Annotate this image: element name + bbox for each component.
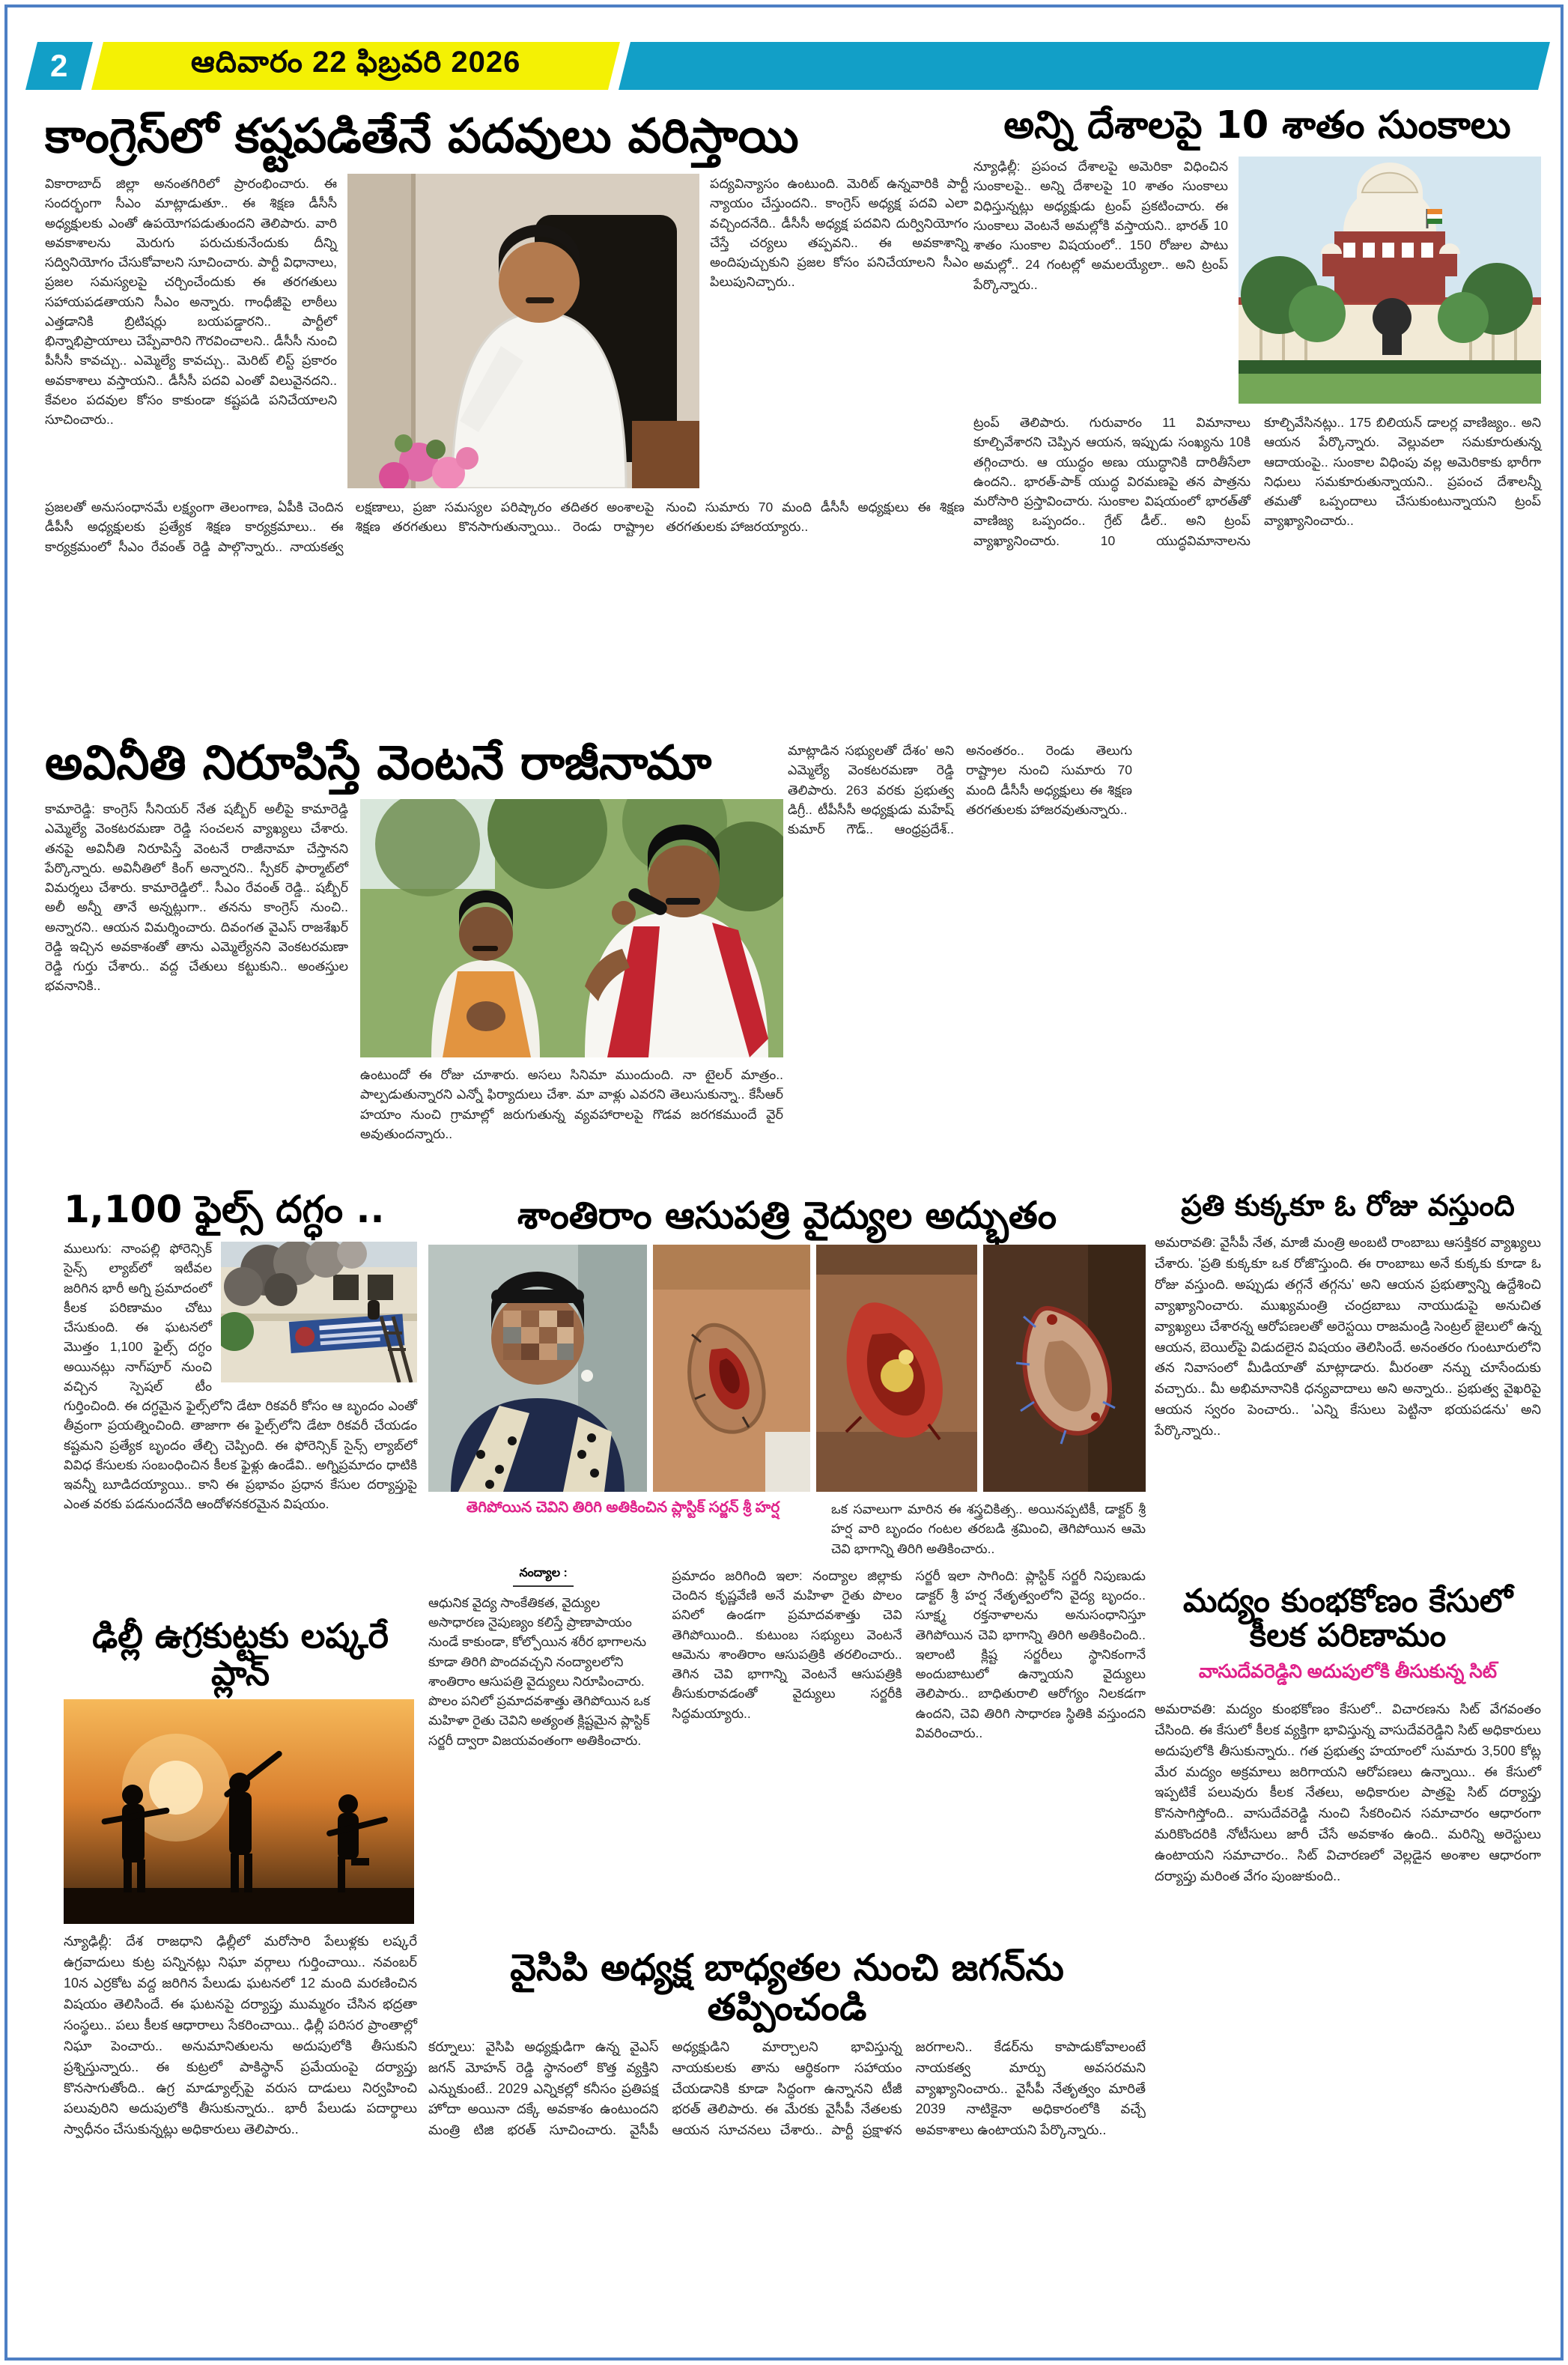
ycp-body: కర్నూలు: వైసిపి అధ్యక్షుడిగా ఉన్న వైఎస్ జగన్ మోహన్ రెడ్డి స్థానంలో కొత్త వ్యక్తిని ఎన్నుకుంటే.. 2029 ఎన్నికల్లో కనీసం ప్రతిపక్ష హోదా అయినా దక్కే అవకాశం ఉంటుందని మంత్రి టిజి భరత్ సూచించారు. వైసీపీ అధ్యక్షుడిని మార్చాలని భావిస్తున్న నాయకులకు తాను ఆర్థికంగా సహాయం చేయడానికి కూడా సిద్ధంగా ఉన్నానని టీజీ భరత్ తెలిపారు. ఈ మేరకు వైసీపీ నేతలకు ఆయన సూచనలు చేశారు.. పార్టీ ప్రక్షాళన జరగాలని.. కేడర్‌ను కాపాడుకోవాలంటే నాయకత్వ మార్పు అవసరమని వ్యాఖ్యానించారు.. వైసీపీ నేతృత్వం మారితే 2039 నాటికైనా అధికారంలోకి వచ్చే అవకాశాలు ఉంటాయని పేర్కొన్నారు.. bbox=[428, 2038, 1146, 2138]
liquor-subhead: వాసుదేవరెడ్డిని అదుపులోకి తీసుకున్న సిట్ bbox=[1198, 1660, 1498, 1682]
article-files-burnt[interactable] bbox=[64, 1189, 417, 1597]
article-ycp[interactable] bbox=[428, 1946, 1146, 2327]
page-header bbox=[28, 42, 1540, 90]
tariffs-body: ట్రంప్ తెలిపారు. గురువారం 11 విమానాలు కూల్చివేశారని చెప్పిన ఆయన, ఇప్పుడు సంఖ్యను 10కి తగ్గించారు. ఆ యుద్ధం అణు యుద్ధానికి దారితీసేలా ఉందని.. భారత్‌-పాక్ యుద్ధ విరమణపై తన పాత్రను మరోసారి ప్రస్తావించారు. సుంకాల విషయంలో భారత్‌తో వాణిజ్య ఒప్పందం.. గ్రేట్ డీల్.. అని ట్రంప్ వ్యాఖ్యానించారు. 10 యుద్ధవిమానాలను కూల్చివేసినట్లు.. 175 బిలియన్ డాలర్ల వాణిజ్యం.. అని ఆయన పేర్కొన్నారు. వెల్లువలా సమకూరుతున్న ఆదాయంపై.. సుంకాల విధింపు వల్ల అమెరికాకు భారీగా నిధులు సమకూరుతున్నాయని.. ప్రపంచ దేశాలన్నీ తమతో ఒప్పందాలు చేసుకుంటున్నాయని ట్రంప్ వ్యాఖ్యానించారు.. bbox=[973, 415, 1541, 548]
header-filler-bar bbox=[619, 42, 1550, 90]
hospital-body-1: ఆధునిక వైద్య సాంకేతికత, వైద్యుల అసాధారణ నైపుణ్యం కలిస్తే ప్రాణాపాయం నుండే కాకుండా, కోల్పోయిన శరీర భాగాలను కూడా తిరిగి పొందవచ్చని నంద్యాలలోని శాంతిరాం ఆసుపత్రి వైద్యులు నిరూపించారు. పొలం పనిలో ప్రమాదవశాత్తు తెగిపోయిన ఒక మహిళా రైతు చెవిని అత్యంత క్లిష్టమైన ప్లాస్టిక్ సర్జరీ ద్వారా విజయవంతంగా అతికించారు. bbox=[428, 1594, 651, 1748]
page-number: 2 bbox=[50, 48, 68, 83]
patient-photo bbox=[428, 1245, 647, 1492]
dog-body: అమరావతి: వైసీపీ నేత, మాజీ మంత్రి అంబటి రాంబాబు ఆసక్తికర వ్యాఖ్యలు చేశారు. 'ప్రతి కుక్కకూ ఒక రోజొస్తుంది. ఈ రాంబాబు అనే కుక్కకు కూడా ఓ రోజు వస్తుంది. అప్పుడు తగ్గనే తగ్గను' అని ఆయన ప్రభుత్వాన్ని ఉద్దేశించి వ్యాఖ్యానించారు. ముఖ్యమంత్రి చంద్రబాబు నాయుడుపై అనుచిత వ్యాఖ్యలు చేశారన్న ఆరోపణలతో అరెస్టయి రాజమండ్రి సెంట్రల్ జైలులో ఉన్న ఆయన, బెయిల్‌పై విడుదలైన విషయం తెలిసిందే. అనంతరం గుంటూరులోని తన నివాసంలో మీడియాతో మాట్లాడారు. మీరంతా నన్ను చూసేందుకు వచ్చారు.. మీ అభిమానానికి ధన్యవాదాలు అని అన్నారు.. ప్రభుత్వ వైఖరిపై ఆయన స్వరం పెంచారు.. 'ఎన్ని కేసులు పెట్టినా భయపడను' అని పేర్కొన్నారు.. bbox=[1155, 1235, 1541, 1439]
ear-surgery-photo-2 bbox=[816, 1245, 977, 1492]
page-number-badge bbox=[25, 42, 93, 90]
militants-silhouette-photo bbox=[64, 1699, 414, 1924]
congress-body-right: పద్యవిన్యాసం ఉంటుంది. మెరిట్ ఉన్నవారికి పార్టీ న్యాయం చేస్తుందని.. కాంగ్రెస్ అధ్యక్ష పదవి ఎలా వచ్చిందనేది.. డీసీసీ అధ్యక్ష పదవిని దుర్వినియోగం చేస్తే చర్యలు తప్పవని.. ఈ అవకాశాన్ని అందిపుచ్చుకుని ప్రజల కోసం పనిచేయాలని సీఎం పిలుపునిచ్చారు.. bbox=[710, 176, 968, 290]
article-corruption[interactable] bbox=[45, 735, 1132, 1171]
mla-speech-photo bbox=[360, 799, 783, 1057]
tariffs-headline: అన్ని దేశాలపై 10 శాతం సుంకాలు bbox=[1003, 103, 1511, 148]
date-banner bbox=[91, 42, 620, 90]
article-hospital[interactable] bbox=[428, 1195, 1146, 1940]
article-dog-quote[interactable] bbox=[1155, 1191, 1541, 1574]
article-liquor-scam[interactable] bbox=[1155, 1584, 1541, 2329]
ear-surgery-photo-1 bbox=[653, 1245, 810, 1492]
files-body: ములుగు: నాంపల్లి ఫోరెన్సిక్ సైన్స్ ల్యాబ్‌లో ఇటీవల జరిగిన భారీ అగ్ని ప్రమాదంలో కీలక పరిణామం చోటు చేసుకుంది. ఈ ఘటనలో మొత్తం 1,100 ఫైల్స్ దగ్ధం అయినట్లు నాగ్‌పూర్ నుంచి వచ్చిన స్పెషల్ టీం గుర్తించింది. ఈ దగ్ధమైన ఫైల్స్‌లోని డేటా రికవరీ కోసం ఆ బృందం ఎంతో తీవ్రంగా ప్రయత్నించింది. తాజాగా ఈ ఫైల్స్‌లోని డేటా రికవరీ చేయడం కష్టమని ప్రత్యేక బృందం తేల్చి చెప్పింది. ఈ ఫోరెన్సిక్ సైన్స్ ల్యాబ్‌లో వివిధ కేసులకు సంబంధించిన కీలక ఫైళ్లు ఉండేవి.. అగ్నిప్రమాదం ధాటికి ఇవన్నీ బూడిదయ్యాయి.. కాని ఈ ప్రభావం ప్రధాన కేసుల దర్యాప్తుపై ఎంత వరకు పడనుందనేది ఆందోళనకరమైన విషయం. bbox=[64, 1241, 417, 1512]
congress-body-left: వికారాబాద్ జిల్లా అనంతగిరిలో ప్రారంభించారు. ఈ సందర్భంగా సీఎం మాట్లాడుతూ.. ఈ శిక్షణ డీసీసీ అధ్యక్షులకు ఎంతో ఉపయోగపడుతుందని తెలిపారు. వారి అవకాశాలను మెరుగు పరుచుకునేందుకు దీన్ని సద్వినియోగం చేసుకోవాలని సూచించారు. పార్టీ విధానాలు, ప్రజల సమస్యలపై చర్చించేందుకు ఈ తరగతులు సహాయపడతాయని సీఎం అన్నారు. గాంధీజీపై లాఠీలు ఎత్తడానికి బ్రిటిషర్లు బయపడ్డారని.. పార్టీలో భిన్నాభిప్రాయాలు చెప్పేవారిని గౌరవించాలని.. డీసీసీ నుంచి పీసీసీ కావచ్చు.. ఎమ్మెల్యే కావచ్చు.. మెరిట్ లిస్ట్ ప్రకారం అవకాశాలు వస్తాయని.. డీసీసీ పదవి ఎంతో విలువైనదని.. కేవలం పదవుల కోసం కాకుండా కష్టపడి పనిచేయాలని సూచించారు.. bbox=[45, 176, 337, 428]
corruption-body-right: మాట్లాడిన సభ్యులతో దేశం' అని ఎమ్మెల్యే వెంకటరమణా రెడ్డి తెలిపారు. 263 వరకు ప్రభుత్వ డిగ్రీ.. టీపీసీసీ అధ్యక్షుడు మహేష్ కుమార్ గౌడ్.. ఆంధ్రప్రదేశ్.. అనంతరం.. రెండు తెలుగు రాష్ట్రాల నుంచి సుమారు 70 మంది డీసీసీ అధ్యక్షులు ఈ శిక్షణ తరగతులకు హాజరవుతున్నారు.. bbox=[788, 743, 1132, 837]
supreme-court-photo bbox=[1239, 157, 1541, 404]
corruption-headline: అవినీతి నిరూపిస్తే వెంటనే రాజీనామా bbox=[45, 735, 712, 790]
congress-headline: కాంగ్రెస్‌లో కష్టపడితేనే పదవులు వరిస్తాయి bbox=[45, 109, 799, 163]
hospital-body-3: సర్జరీ ఇలా సాగింది: ప్లాస్టిక్ సర్జరీ నిపుణుడు డాక్టర్ శ్రీ హర్ష నేతృత్వంలోని వైద్య బృందం.. సూక్ష్మ రక్తనాళాలను అనుసంధానిస్తూ తెగిపోయిన చెవి భాగాన్ని తిరిగి అతికించింది.. ఇలాంటి క్లిష్ట సర్జరీలు స్థానికంగానే అందుబాటులో ఉన్నాయని వైద్యులు తెలిపారు.. బాధితురాలి ఆరోగ్యం నిలకడగా ఉందని, చెవి తిరిగి సాధారణ స్థితికి వస్తుందని వివరించారు.. bbox=[915, 1567, 1146, 1740]
hospital-dateline: నంద్యాల : bbox=[428, 1566, 658, 1587]
dog-headline: ప్రతి కుక్కకూ ఓ రోజు వస్తుంది bbox=[1181, 1189, 1515, 1223]
corruption-body-left: కామారెడ్డి: కాంగ్రెస్ సీనియర్ నేత షబ్బీర్ అలీపై కామారెడ్డి ఎమ్మెల్యే వెంకటరమణా రెడ్డి సంచలన వ్యాఖ్యలు చేశారు. తనపై అవినీతి నిరూపిస్తే వెంటనే రాజీనామా చేస్తానని పేర్కొన్నారు. అవినీతిలో కింగ్ అన్నారని.. స్పీకర్ ఫార్మాట్‌లో విమర్శలు చేశారు. కామారెడ్డిలో.. సీఎం రేవంత్ రెడ్డి.. షబ్బీర్ అలీ అన్నీ తానే అన్నట్లుగా.. తనను కాంగ్రెస్ నుంచి.. అన్నారని.. ఆయన విమర్శించారు. దివంగత వైఎస్ రాజశేఖర్ రెడ్డి ఇచ్చిన అవకాశంతో తాను ఎమ్మెల్యేనని వెంకటరమణా రెడ్డి గుర్తు చేశారు.. వద్ద చేతులు కట్టుకుని.. అంతస్తుల భవనానికి.. bbox=[45, 801, 348, 994]
lab-fire-photo bbox=[221, 1242, 417, 1382]
article-congress[interactable] bbox=[45, 109, 968, 731]
ear-surgery-photo-3 bbox=[983, 1245, 1146, 1492]
congress-body-bottom: ప్రజలతో అనుసంధానమే లక్ష్యంగా తెలంగాణ, ఏపీకి చెందిన డీపీసీ అధ్యక్షులకు ప్రత్యేక శిక్షణ కార్యక్రమాలు.. ఈ కార్యక్రమంలో సీఎం రేవంత్ రెడ్డి పాల్గొన్నారు.. నాయకత్వ లక్షణాలు, ప్రజా సమస్యల పరిష్కారం తదితర అంశాలపై శిక్షణ తరగతులు కొనసాగుతున్నాయి.. రెండు రాష్ట్రాల నుంచి సుమారు 70 మంది డీసీసీ అధ్యక్షులు ఈ శిక్షణ తరగతులకు హాజరయ్యారు.. bbox=[45, 500, 964, 554]
page-date: ఆదివారం 22 ఫిబ్రవరి 2026 bbox=[190, 45, 521, 79]
tariffs-body-start: న్యూఢిల్లీ: ప్రపంచ దేశాలపై అమెరికా విధించిన సుంకాలపై.. అన్ని దేశాలపై 10 శాతం సుంకాలు విధిస్తున్నట్లు అధ్యక్షుడు ట్రంప్ ప్రకటించారు. ఈ సుంకాలు వెంటనే అమల్లోకి వస్తాయని.. భారత్ 10 శాతం సుంకాల విషయంలో.. 150 రోజుల పాటు అమల్లో.. 24 గంటల్లో అమలయ్యేలా.. అని ట్రంప్ పేర్కొన్నారు.. bbox=[973, 159, 1228, 292]
hospital-caption-side-text: ఒక సవాలుగా మారిన ఈ శస్త్రచికిత్స.. అయినప్పటికీ, డాక్టర్ శ్రీ హర్ష వారి బృందం గంటల తరబడి శ్రమించి, తెగిపోయిన ఆమె చెవి భాగాన్ని తిరిగి అతికించారు.. bbox=[831, 1502, 1146, 1556]
terror-headline: ఢిల్లీ ఉగ్రకుట్టకు లష్కరే ప్లాన్ bbox=[92, 1615, 389, 1693]
terror-body: న్యూఢిల్లీ: దేశ రాజధాని ఢిల్లీలో మరోసారి పేలుళ్లకు లష్కరే ఉగ్రవాదులు కుట్ర పన్నినట్లు నిఘా వర్గాలు గుర్తించాయి.. నవంబర్ 10న ఎర్రకోట వద్ద జరిగిన పేలుడు ఘటనలో 12 మంది మరణించిన విషయం తెలిసిందే. ఈ ఘటనపై దర్యాప్తు ముమ్మరం చేసిన భద్రతా సంస్థలు.. పలు కీలక ఆధారాలు సేకరించాయి.. ఢిల్లీ పరిసర ప్రాంతాల్లో నిఘా పెంచారు.. అనుమానితులను అదుపులోకి తీసుకుని ప్రశ్నిస్తున్నారు.. ఈ కుట్రలో పాకిస్థాన్ ప్రమేయంపై దర్యాప్తు కొనసాగుతోంది.. ఉగ్ర మాడ్యూల్స్‌పై వరుస దాడులు నిర్వహించి పలువురిని అదుపులోకి తీసుకున్నారు.. భారీ పేలుడు పదార్థాలు స్వాధీనం చేసుకున్నట్లు అధికారులు తెలిపారు.. bbox=[64, 1934, 417, 2137]
liquor-body: అమరావతి: మద్యం కుంభకోణం కేసులో.. విచారణను సిట్ వేగవంతం చేసింది. ఈ కేసులో కీలక వ్యక్తిగా భావిస్తున్న వాసుదేవరెడ్డిని సిట్ అధికారులు అదుపులోకి తీసుకున్నారు.. గత ప్రభుత్వ హయాంలో సుమారు 3,500 కోట్ల మేర మద్యం అక్రమాలు జరిగాయని ఆరోపణలు ఉన్నాయి.. ఈ కేసులో ఇప్పటికే పలువురు కీలక నేతలు, అధికారుల పాత్రపై సిట్ దర్యాప్తు కొనసాగిస్తోంది.. వాసుదేవరెడ్డి నుంచి సేకరించిన సమాచారం ఆధారంగా మరికొందరికి నోటీసులు జారీ చేసే అవకాశం ఉంది.. మరిన్ని అరెస్టులు ఉంటాయని సమాచారం.. సిట్ విచారణలో వెల్లడైన అంశాల ఆధారంగా దర్యాప్తు మరింత వేగం పుంజుకుంది.. bbox=[1155, 1701, 1541, 1883]
liquor-headline: మద్యం కుంభకోణం కేసులో కీలక పరిణామం bbox=[1182, 1582, 1513, 1655]
cm-revanth-photo bbox=[347, 174, 699, 488]
hospital-body-2: ప్రమాదం జరిగింది ఇలా: నంద్యాల జిల్లాకు చెందిన కృష్ణవేణి అనే మహిళా రైతు పొలం పనిలో ఉండగా ప్రమాదవశాత్తు చెవి తెగిపోయింది.. కుటుంబ సభ్యులు వెంటనే ఆమెను శాంతిరాం ఆసుపత్రికి తరలించారు.. తెగిన చెవి భాగాన్ని వెంటనే ఆసుపత్రికి తీసుకురావడంతో వైద్యులు సర్జరీకి సిద్ధమయ్యారు.. bbox=[672, 1567, 902, 1721]
corruption-body-mid: ఉంటుందో ఈ రోజు చూశారు. అసలు సినిమా ముందుంది. నా టైలర్ మాత్రం.. పాల్పడుతున్నారని ఎన్నో ఫిర్యాదులు చేశా. మా వాళ్లు ఎవరని తెలుసుకున్నా.. కేసీఆర్ హయాం నుంచి గ్రామాల్లో జరుగుతున్న వ్యవహారాలపై గొడవ జరగకముందే వైర్ అవుతుందన్నారు.. bbox=[360, 1067, 783, 1141]
hospital-photo-caption: తెగిపోయిన చెవిని తిరిగి అతికించిన ప్లాస్టిక్ సర్జన్ శ్రీ హర్ష bbox=[466, 1499, 780, 1516]
hospital-headline: శాంతిరాం ఆసుపత్రి వైద్యుల అద్భుతం bbox=[517, 1194, 1057, 1237]
files-headline: 1,100 ఫైల్స్ దగ్ధం .. bbox=[64, 1188, 385, 1231]
ycp-headline: వైసిపి అధ్యక్ష బాధ్యతల నుంచి జగన్‌ను తప్పించండి bbox=[510, 1946, 1064, 2029]
article-terror-plot[interactable] bbox=[64, 1615, 417, 2325]
